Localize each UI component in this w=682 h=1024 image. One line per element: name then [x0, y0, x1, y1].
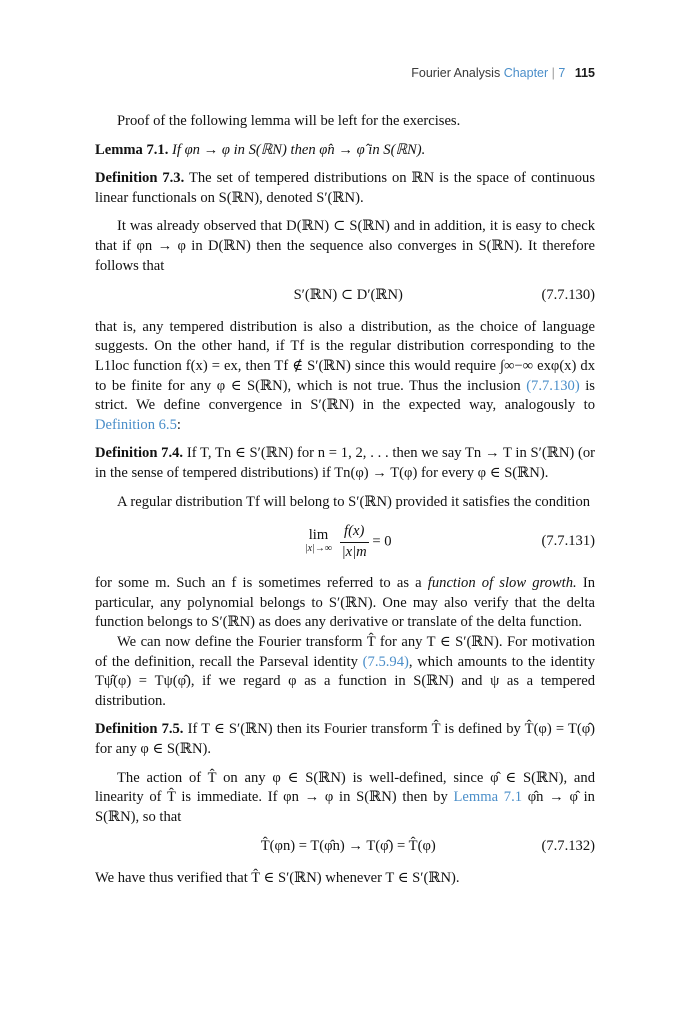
equation-number: (7.7.132) [541, 838, 595, 855]
lemma-label: Lemma 7.1. [95, 141, 169, 158]
paragraph-text: In particular, any polynomial belongs to S′(ℝN). One may also verify that the delta function belongs to S′(ℝN) as does any derivative or translate of the delta function. [95, 575, 595, 631]
equation-7-7-131 [95, 522, 595, 562]
definition-label: Definition 7.5. [95, 721, 184, 738]
definition-text: The set of tempered distributions on ℝN is the space of continuous linear functionals on S(ℝN), denoted S′(ℝN). [95, 170, 596, 206]
lemma-ref-link[interactable]: Lemma 7.1 [453, 789, 523, 806]
page-number: 115 [574, 66, 595, 80]
definition-7-3 [95, 169, 595, 208]
paragraph-text: , which amounts to the identity Tψ̂(φ) = Tψ(φ̂), if we regard φ as a function in S(ℝN) and ψ as a tempered distribution. [95, 653, 595, 709]
paragraph-regular: A regular distribution Tf will belong to S′(ℝN) provided it satisfies the condition [117, 493, 591, 510]
equation-ref-link[interactable]: (7.7.130) [526, 377, 580, 394]
paragraph-text: for some m. Such an f is sometimes referred to as a [95, 575, 422, 592]
lemma-text: If φn → φ in S(ℝN) then φ̂n → φ̂ in S(ℝN). [172, 141, 426, 158]
definition-7-4 [95, 444, 595, 483]
equation-number: (7.7.130) [541, 287, 595, 304]
paragraph-text: : [176, 416, 181, 433]
equation-number: (7.7.131) [541, 533, 595, 550]
paragraph-define [95, 633, 595, 711]
definition-7-5 [95, 720, 595, 759]
paragraph-text: The action of T̂ on any φ ∈ S(ℝN) is well-defined, since φ̂ ∈ S(ℝN), and linearity of T̂ is immediate. If φn → φ in S(ℝN) then by [95, 769, 595, 806]
definition-label: Definition 7.4. [95, 445, 184, 462]
equation-7-7-130 [95, 286, 595, 306]
page-body [95, 112, 595, 889]
paragraph-text: φ̂n → φ̂ in S(ℝN), so that [95, 789, 595, 825]
paragraph-final: We have thus verified that T̂ ∈ S′(ℝN) whenever T ∈ S′(ℝN). [95, 870, 460, 886]
paragraph-action [95, 769, 595, 828]
lemma-7-1 [95, 141, 595, 161]
paragraph-observed: It was already observed that D(ℝN) ⊂ S(ℝN) and in addition, it is easy to check that if φn → φ in D(ℝN) then the sequence also converges in S(ℝN). It therefore follows that [95, 218, 595, 274]
limit-word: lim [308, 527, 329, 544]
equation-7-7-132 [95, 837, 595, 857]
chapter-number: 7 [558, 66, 566, 80]
equation-body [95, 522, 541, 562]
paragraph-text: is strict. We define convergence in S′(ℝN) in the expected way, analogously to [95, 377, 595, 414]
definition-text: If T, Tn ∈ S′(ℝN) for n = 1, 2, . . . then we say Tn → T in S′(ℝN) (or in the sense of tempered distributions) if Tn(φ) → T(φ) for every φ ∈ S(ℝN). [95, 445, 596, 481]
fraction-denominator: |x|m [341, 543, 367, 560]
chapter-label: Chapter [503, 66, 549, 80]
parseval-ref-link[interactable]: (7.5.94) [362, 653, 409, 670]
fraction [340, 522, 369, 562]
fraction-numerator: f(x) [340, 522, 369, 543]
header-separator: | [551, 66, 555, 80]
equation-body: T̂(φn) = T(φ̂n) → T(φ̂) = T̂(φ) [260, 838, 436, 855]
running-header [0, 66, 595, 80]
paragraph-slow-growth [95, 574, 595, 633]
paragraph-text: We can now define the Fourier transform T̂ for any T ∈ S′(ℝN). For motivation of the definition, recall the Parseval identity [95, 634, 595, 670]
paragraph-text: that is, any tempered distribution is also a distribution, as the choice of language suggests. On the other hand, if Tf is the regular distribution corresponding to the L1loc function f(x) = ex, then Tf ∉ S′(ℝN) since this would require ∫∞−∞ exφ(x) dx to be finite for any φ ∈ S(ℝN), which is not true. Thus the inclusion [95, 318, 595, 394]
definition-text: If T ∈ S′(ℝN) then its Fourier transform T̂ is defined by T̂(φ) = T(φ̂) for any φ ∈ S(ℝN). [95, 721, 596, 758]
equation-rhs: = 0 [372, 533, 392, 550]
limit-operator [305, 528, 332, 556]
limit-subscript: |x|→∞ [304, 543, 332, 555]
paragraph-intro: Proof of the following lemma will be left for the exercises. [117, 113, 461, 129]
book-title: Fourier Analysis [411, 66, 501, 80]
definition-ref-link[interactable]: Definition 6.5 [95, 416, 177, 433]
definition-label: Definition 7.3. [95, 170, 185, 187]
emphasis-term: function of slow growth. [427, 575, 577, 592]
equation-body: S′(ℝN) ⊂ D′(ℝN) [293, 287, 403, 304]
paragraph-thatis [95, 318, 595, 436]
